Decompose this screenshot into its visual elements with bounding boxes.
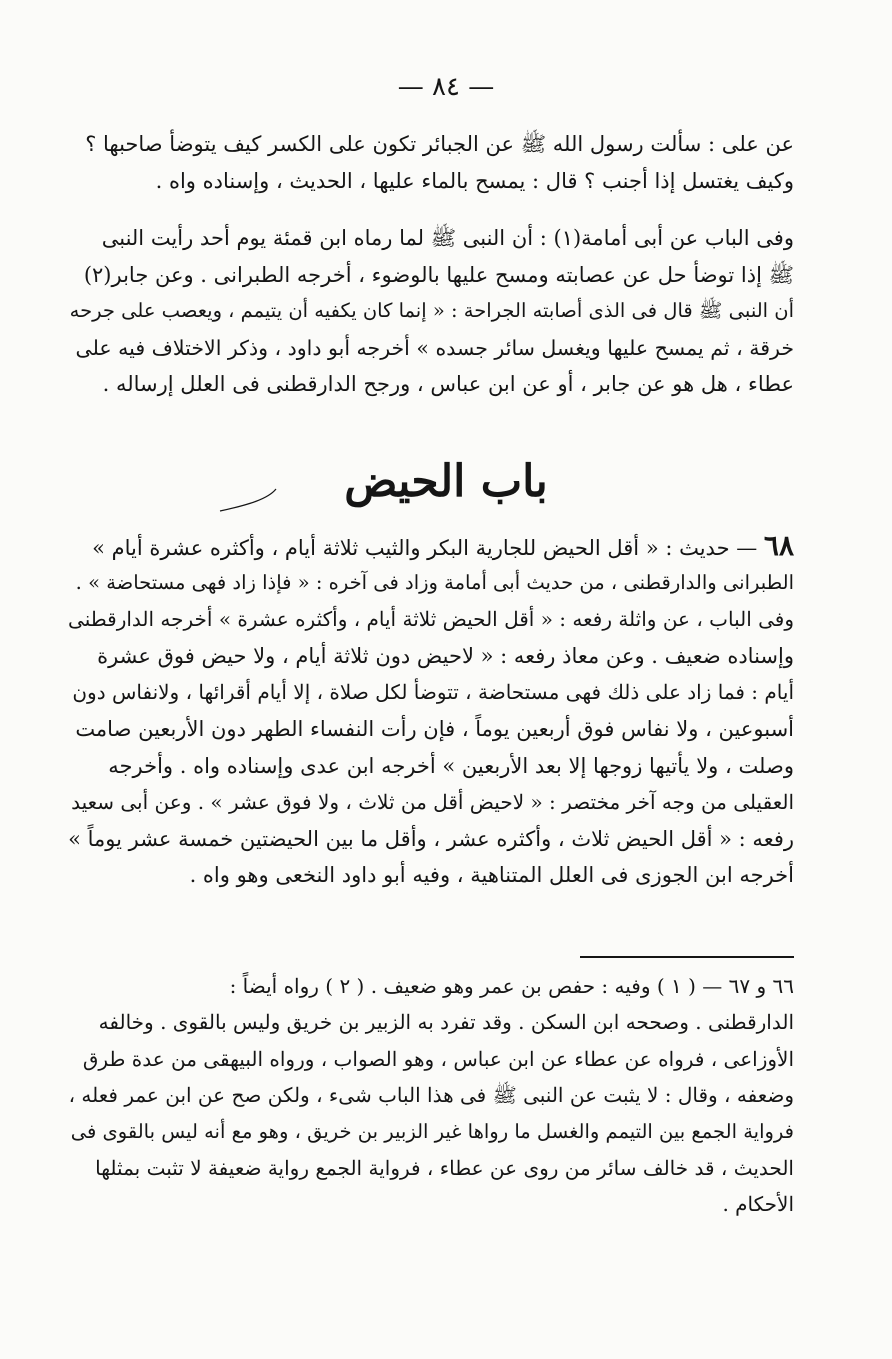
text-line: ﷺ إذا توضأ حل عن عصابته ومسح عليها بالوضوء ، أخرجه الطبرانى . وعن جابر(٢): [83, 262, 794, 287]
text-line: الطبرانى والدارقطنى ، من حديث أبى أمامة وزاد فى آخره : « فإذا زاد فهى مستحاضة » .: [75, 570, 794, 594]
text-line: خرقة ، ثم يمسح عليها ويغسل سائر جسده » أخرجه أبو داود ، وذكر الاختلاف فيه على: [75, 335, 794, 360]
footnote-line: الأوزاعى ، فرواه عن عطاء عن ابن عباس ، وهو الصواب ، ورواه البيهقى من عدة طرق: [82, 1046, 794, 1071]
text-line: عن على : سألت رسول الله ﷺ عن الجبائر تكون على الكسر كيف يتوضأ صاحبها ؟: [85, 132, 794, 156]
footnote-divider: [580, 956, 794, 958]
text-line: عطاء ، هل هو عن جابر ، أو عن ابن عباس ، ورجح الدارقطنى فى العلل إرساله .: [102, 372, 794, 397]
text-line: العقيلى من وجه آخر مختصر : « لاحيض أقل من ثلاث ، ولا فوق عشر » . وعن أبى سعيد: [71, 790, 794, 815]
paragraph-jabair: [66, 126, 794, 199]
text-line: رفعه : « أقل الحيض ثلاث ، وأكثره عشر ، وأقل ما بين الحيضتين خمسة عشر يوماً »: [68, 826, 794, 851]
footnote-line: الدارقطنى . وصححه ابن السكن . وقد تفرد به الزبير بن خريق وليس بالقوى . وخالفه: [98, 1010, 794, 1035]
footnote-line: فرواية الجمع بين التيمم والغسل ما رواها غير الزبير بن خريق ، وهو مع أنه ليس بالقوى فى: [70, 1119, 794, 1143]
text-line: أيام : فما زاد على ذلك فهى مستحاضة ، تتوضأ لكل صلاة ، إلا أيام أقرائها ، ولانفاس دون: [72, 680, 794, 705]
text-line: [66, 528, 794, 565]
footnotes: [66, 968, 794, 1223]
footnote-line: الأحكام .: [722, 1192, 794, 1217]
text-line: وكيف يغتسل إذا أجنب ؟ قال : يمسح بالماء عليها ، الحديث ، وإسناده واه .: [155, 168, 794, 193]
paragraph-abi-umama: [66, 220, 794, 403]
text-line: وفى الباب ، عن واثلة رفعه : « أقل الحيض ثلاثة أيام ، وأكثره عشرة » أخرجه الدارقطنى: [68, 607, 794, 632]
hadith-text: — حديث : « أقل الحيض للجارية البكر والثيب ثلاثة أيام ، وأكثره عشرة أيام »: [92, 536, 758, 560]
heading-flourish-ornament: [218, 485, 278, 515]
text-line: وإسناده ضعيف . وعن معاذ رفعه : « لاحيض دون ثلاثة أيام ، ولا حيض فوق عشرة: [97, 643, 794, 668]
text-line: وفى الباب عن أبى أمامة(١) : أن النبى ﷺ لما رماه ابن قمئة يوم أحد رأيت النبى: [101, 226, 794, 250]
footnote-line: الحديث ، قد خالف سائر من روى عن عطاء ، فرواية الجمع رواية ضعيفة لا تثبت بمثلها: [95, 1155, 794, 1180]
footnote-line: ٦٦ و ٦٧ — ( ١ ) وفيه : حفص بن عمر وهو ضعيف . ( ٢ ) رواه أيضاً :: [229, 974, 794, 998]
text-line: أن النبى ﷺ قال فى الذى أصابته الجراحة : « إنما كان يكفيه أن يتيمم ، ويعصب على جرحه: [69, 299, 794, 323]
text-line: وصلت ، ولا يأتيها زوجها إلا بعد الأربعين » أخرجه ابن عدى وإسناده واه . وأخرجه: [108, 753, 794, 778]
hadith-number: ٦٨: [763, 529, 794, 562]
section-heading: باب الحيض: [344, 456, 548, 507]
paragraph-hadith-68: [66, 528, 794, 894]
footnote-line: وضعفه ، وقال : لا يثبت عن النبى ﷺ فى هذا الباب شىء ، ولكن صح عن ابن عمر فعله ،: [68, 1083, 794, 1108]
text-line: أخرجه ابن الجوزى فى العلل المتناهية ، وفيه أبو داود النخعى وهو واه .: [189, 863, 794, 888]
page-number: — ٨٤ —: [397, 72, 495, 102]
text-line: أسبوعين ، ولا نفاس فوق أربعين يوماً ، فإن رأت النفساء الطهر دون الأربعين صامت: [75, 716, 794, 741]
